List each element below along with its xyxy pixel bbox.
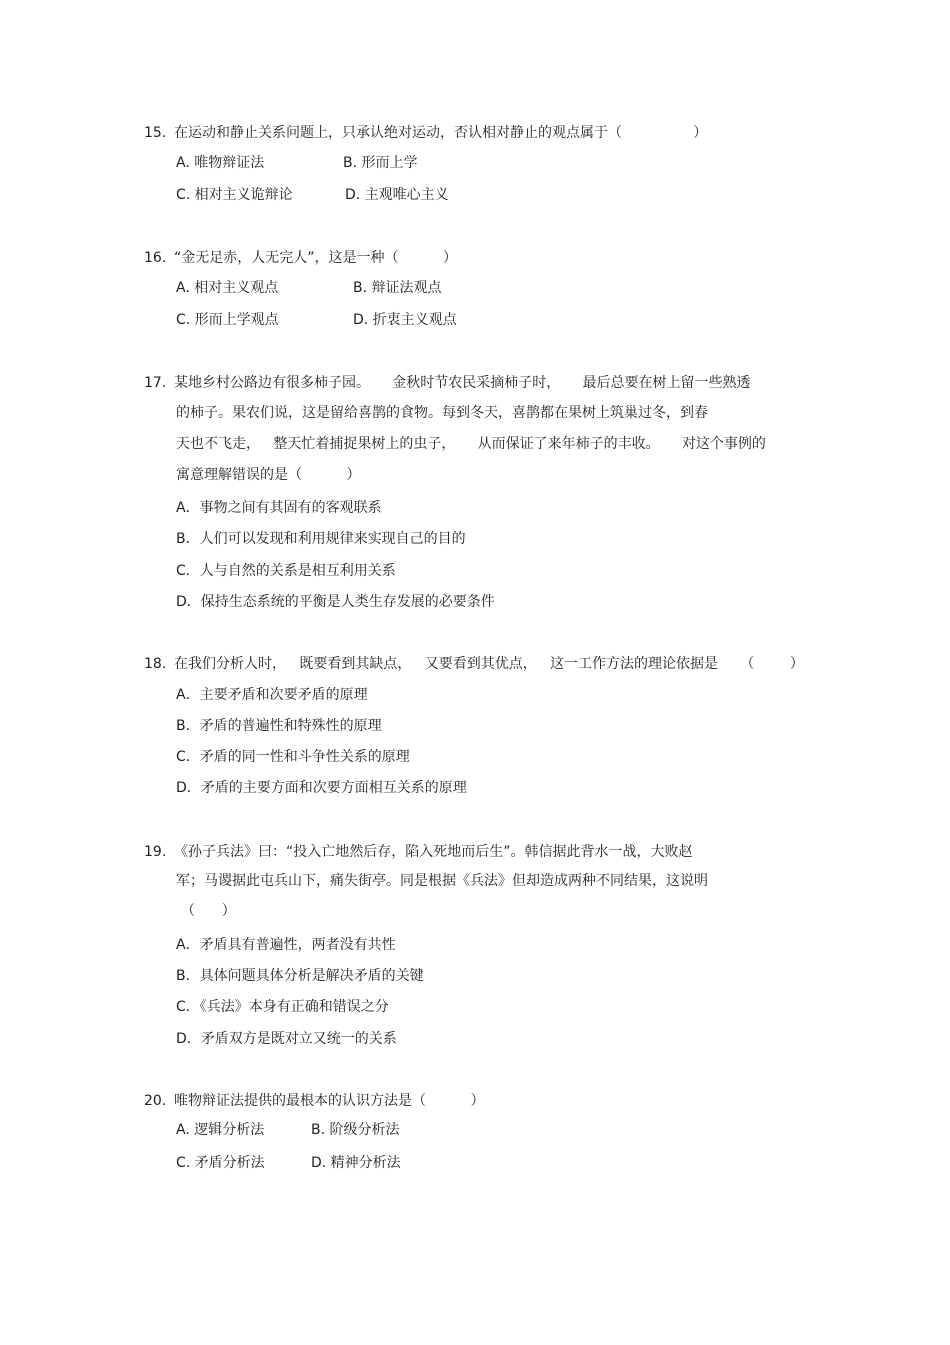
option-c: C．人与自然的关系是相互利用关系: [176, 563, 396, 579]
option-d: D．保持生态系统的平衡是人类生存发展的必要条件: [176, 594, 495, 610]
option-d: D. 折衷主义观点: [353, 312, 457, 328]
question-number: 17.: [144, 375, 167, 391]
option-a: A．矛盾具有普遍性，两者没有共性: [176, 937, 396, 953]
option-a: A. 唯物辩证法: [176, 155, 265, 171]
question-number: 15.: [144, 125, 167, 141]
option-d: D．矛盾双方是既对立又统一的关系: [176, 1031, 397, 1047]
option-c: C. 矛盾分析法: [176, 1155, 265, 1171]
question-stem: “金无足赤，人无完人”，这是一种（ ）: [174, 250, 458, 266]
option-d: D. 精神分析法: [311, 1155, 401, 1171]
option-a: A．事物之间有其固有的客观联系: [176, 500, 382, 516]
option-c: C．《兵法》本身有正确和错误之分: [176, 999, 389, 1015]
question-number: 19.: [144, 844, 167, 860]
option-b: B．矛盾的普遍性和特殊性的原理: [176, 718, 382, 734]
option-a: A．主要矛盾和次要矛盾的原理: [176, 687, 368, 703]
option-a: A. 相对主义观点: [176, 280, 279, 296]
option-d: D．矛盾的主要方面和次要方面相互关系的原理: [176, 780, 467, 796]
option-c: C．矛盾的同一性和斗争性关系的原理: [176, 749, 410, 765]
option-c: C. 相对主义诡辩论: [176, 187, 293, 203]
option-c: C. 形而上学观点: [176, 312, 279, 328]
option-b: B．具体问题具体分析是解决矛盾的关键: [176, 968, 424, 984]
question-stem-line-2: 的柿子。果农们说，这是留给喜鹊的食物。每到冬天，喜鹊都在果树上筑巢过冬，到春: [176, 405, 708, 421]
option-b: B. 阶级分析法: [311, 1122, 400, 1138]
question-stem-line-3: 天也不飞走， 整天忙着捕捉果树上的虫子， 从而保证了来年柿子的丰收。 对这个事例的: [176, 436, 766, 452]
question-stem-line-2: 军；马谡据此屯兵山下，痛失街亭。同是根据《兵法》但却造成两种不同结果，这说明: [176, 873, 708, 889]
option-a: A. 逻辑分析法: [176, 1122, 265, 1138]
option-d: D. 主观唯心主义: [345, 187, 449, 203]
question-stem-line-3: （ ）: [181, 903, 236, 919]
question-stem: 唯物辩证法提供的最根本的认识方法是（ ）: [174, 1093, 485, 1109]
option-b: B．人们可以发现和利用规律来实现自己的目的: [176, 531, 466, 547]
question-number: 20.: [144, 1093, 167, 1109]
question-number: 18.: [144, 656, 167, 672]
option-b: B. 形而上学: [343, 155, 418, 171]
question-stem-line-4: 寓意理解错误的是（ ）: [176, 467, 361, 483]
question-stem: 在我们分析人时， 既要看到其缺点， 又要看到其优点， 这一工作方法的理论依据是 （ ）: [174, 656, 804, 672]
question-stem-line-1: 《孙子兵法》曰：“投入亡地然后存，陷入死地而后生”。韩信据此背水一战，大败赵: [174, 844, 693, 860]
option-b: B. 辩证法观点: [353, 280, 442, 296]
question-number: 16.: [144, 250, 167, 266]
question-stem-line-1: 某地乡村公路边有很多柿子园。 金秋时节农民采摘柿子时， 最后总要在树上留一些熟透: [174, 375, 751, 391]
question-stem: 在运动和静止关系问题上，只承认绝对运动，否认相对静止的观点属于（ ）: [174, 125, 708, 141]
